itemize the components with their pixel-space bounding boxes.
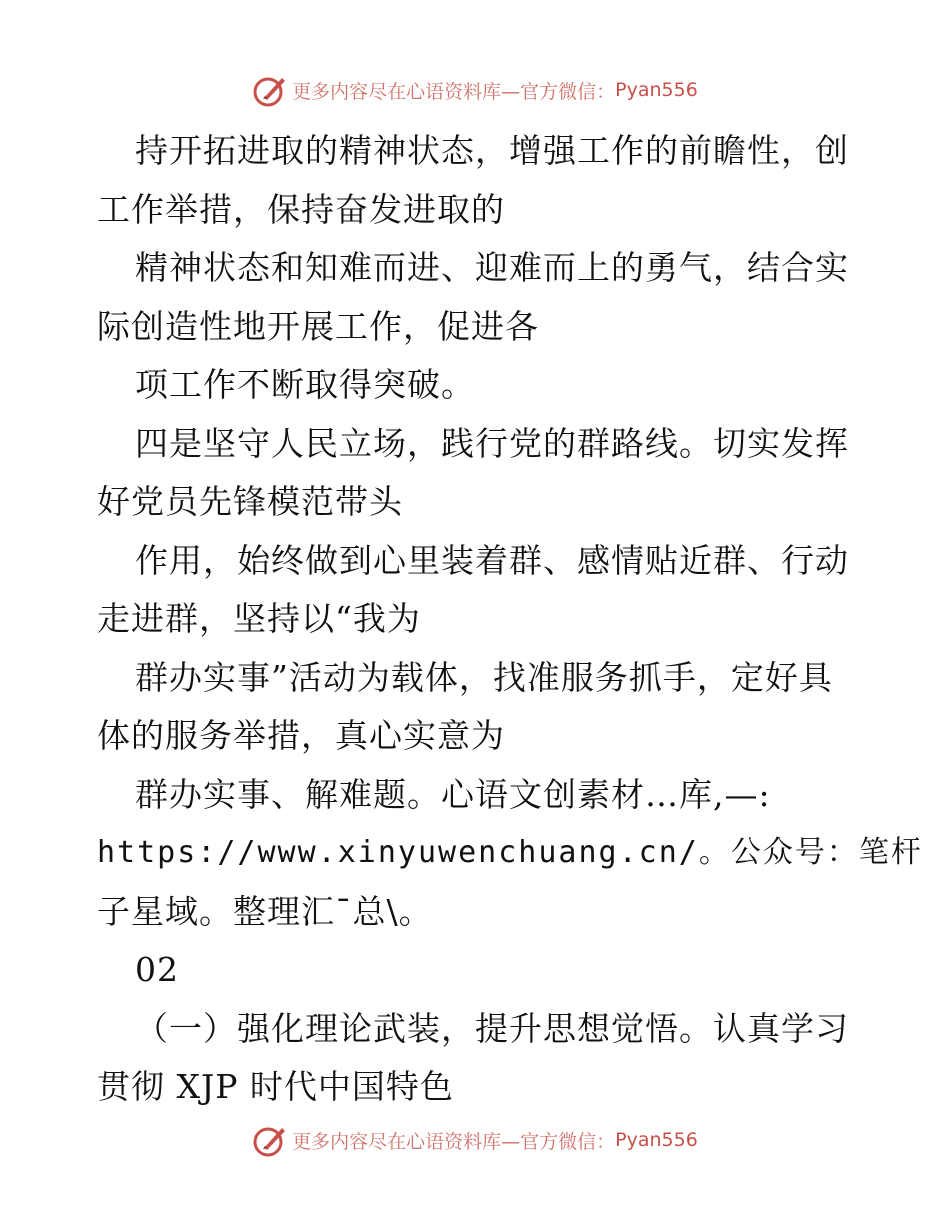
header-watermark — [0, 70, 950, 110]
watermark-wechat-id: Pyan556 — [615, 79, 698, 101]
section-heading-line: （一）强化理论武装，提升思想觉悟。认真学习 — [135, 1008, 849, 1048]
footer-watermark — [0, 1120, 950, 1160]
text-line: 工作举措，保持奋发进取的 — [97, 189, 505, 229]
text-line: 际创造性地开展工作，促进各 — [97, 306, 539, 346]
section-number: 02 — [135, 950, 179, 989]
text-line: 项工作不断取得突破。 — [135, 365, 475, 404]
url-line: https://www.xinyuwenchuang.cn/。公众号：笔杆 — [97, 835, 923, 870]
quill-pen-circle-icon — [252, 1122, 288, 1158]
watermark-text: 更多内容尽在心语资料库—官方微信： — [292, 80, 616, 103]
watermark-wechat-id: Pyan556 — [615, 1129, 698, 1151]
text-line: 体的服务举措，真心实意为 — [97, 716, 505, 755]
quill-pen-circle-icon — [252, 72, 288, 108]
text-line: 群办实事”活动为载体，找准服务抓手，定好具 — [135, 657, 833, 697]
text-line: 四是坚守人民立场，践行党的群路线。切实发挥 — [135, 423, 849, 463]
text-line: 群办实事、解难题。心语文创素材…库,—: — [135, 774, 771, 814]
text-line: 作用，始终做到心里装着群、感情贴近群、行动 — [135, 540, 849, 580]
document-body — [97, 122, 923, 1117]
text-line: 贯彻 XJP 时代中国特色 — [97, 1067, 454, 1106]
text-line: 持开拓进取的精神状态，增强工作的前瞻性，创 — [135, 131, 849, 170]
text-line: 精神状态和知难而进、迎难而上的勇气，结合实 — [135, 248, 849, 287]
watermark-text: 更多内容尽在心语资料库—官方微信： — [292, 1130, 616, 1153]
text-line: 好党员先锋模范带头 — [97, 482, 403, 521]
text-line: 子星域。整理汇¯总\。 — [97, 891, 433, 931]
text-line: 走进群，坚持以“我为 — [97, 599, 421, 638]
